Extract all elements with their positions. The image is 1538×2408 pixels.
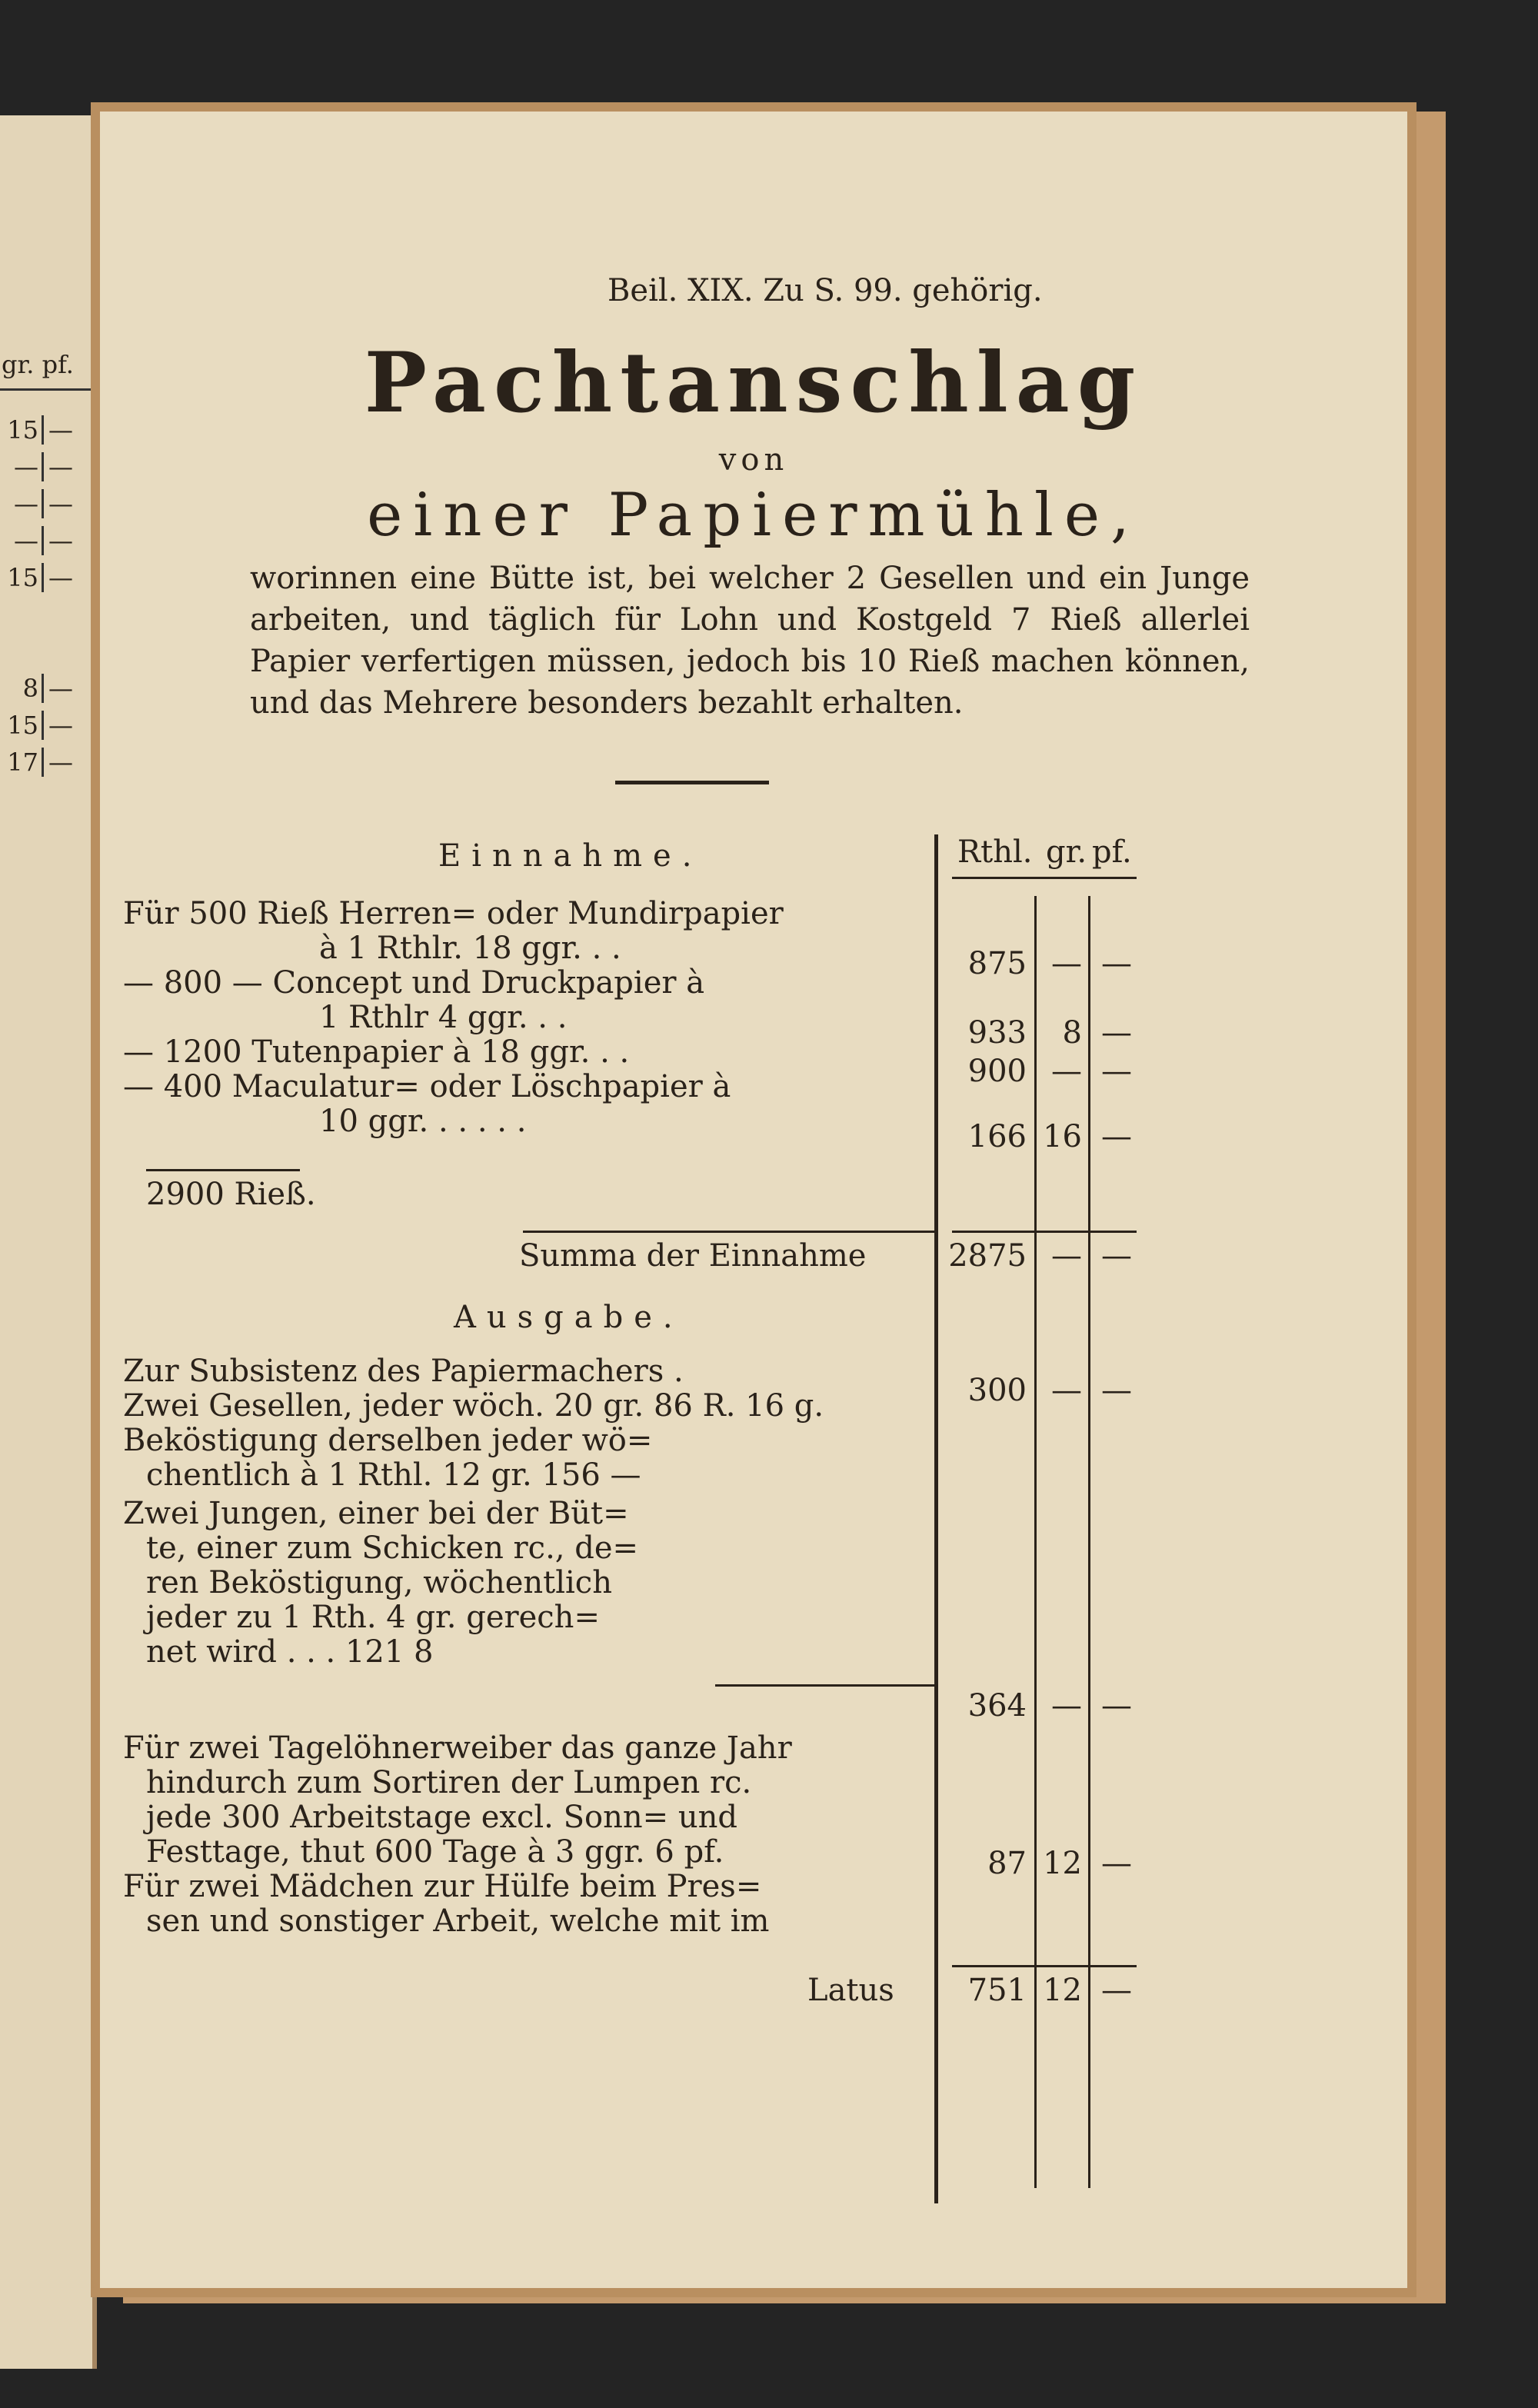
amount-rthl: 166 xyxy=(967,1119,1027,1154)
amount-pf: — xyxy=(1101,1015,1132,1051)
amount-pf: — xyxy=(1101,1119,1132,1154)
einnahme-line: — 800 — Concept und Druckpapier à xyxy=(123,965,705,1001)
einnahme-line: — 400 Maculatur= oder Löschpapier à xyxy=(123,1069,731,1104)
left-row-gr: 15 xyxy=(0,415,44,445)
left-row xyxy=(0,740,92,777)
einnahme-line: Für 500 Rieß Herren= oder Mundirpapier xyxy=(123,896,784,931)
amount-pf: — xyxy=(1101,1054,1132,1089)
left-row xyxy=(0,703,92,740)
col-head-rule xyxy=(952,877,1137,879)
ausgabe-line: Beköstigung derselben jeder wö= xyxy=(123,1423,653,1458)
left-row xyxy=(0,518,92,555)
left-row-gr: — xyxy=(0,489,44,518)
page-header: Beil. XIX. Zu S. 99. gehörig. xyxy=(608,273,1043,308)
amount-gr: — xyxy=(1051,1054,1082,1089)
left-col-head: gr. pf. xyxy=(2,350,74,379)
summa-pf: — xyxy=(1101,1238,1132,1274)
ausgabe-line: jeder zu 1 Rth. 4 gr. gerech= xyxy=(146,1600,600,1635)
amount-rthl: 87 xyxy=(987,1846,1027,1881)
col-rthl: Rthl. xyxy=(957,834,1033,870)
left-row xyxy=(0,408,92,445)
einnahme-total-riess: 2900 Rieß. xyxy=(146,1177,316,1212)
latus-label: Latus xyxy=(807,1973,894,2008)
ausgabe-line: Zwei Jungen, einer bei der Büt= xyxy=(123,1496,629,1531)
main-vertical-rule xyxy=(934,834,938,2203)
amount-rthl: 933 xyxy=(967,1015,1027,1051)
left-row-pf: — xyxy=(48,563,73,592)
latus-rthl: 751 xyxy=(967,1973,1027,2008)
amount-pf: — xyxy=(1101,1688,1132,1724)
left-row-pf: — xyxy=(48,748,73,777)
amount-gr: 12 xyxy=(1043,1846,1082,1881)
pf-vertical-rule xyxy=(1088,896,1090,2188)
ausgabe-line: Festtage, thut 600 Tage à 3 ggr. 6 pf. xyxy=(146,1834,724,1870)
ausgabe-line: Für zwei Tagelöhnerweiber das ganze Jahr xyxy=(123,1730,792,1766)
col-pf: pf. xyxy=(1092,834,1132,870)
left-rows xyxy=(0,408,92,777)
left-page-edge xyxy=(0,115,97,2369)
left-row xyxy=(0,445,92,481)
left-row-pf: — xyxy=(48,452,73,481)
col-gr: gr. xyxy=(1046,834,1087,870)
ausgabe-line: Zur Subsistenz des Papiermachers . xyxy=(123,1354,684,1389)
ausgabe-line: sen und sonstiger Arbeit, welche mit im xyxy=(146,1903,770,1939)
ausgabe-line: chentlich à 1 Rthl. 12 gr. 156 — xyxy=(146,1457,641,1493)
amount-pf: — xyxy=(1101,1373,1132,1408)
ausgabe-line: jede 300 Arbeitstage excl. Sonn= und xyxy=(146,1800,737,1835)
amount-gr: 16 xyxy=(1043,1119,1082,1154)
left-row-pf: — xyxy=(48,711,73,740)
ausgabe-line: ren Beköstigung, wöchentlich xyxy=(146,1565,612,1600)
subtotal-rule xyxy=(715,1684,934,1687)
summa-amount-rule xyxy=(952,1231,1137,1233)
ausgabe-heading: Ausgabe. xyxy=(454,1300,684,1335)
left-row-gr: 17 xyxy=(0,748,44,777)
einnahme-line: 1 Rthlr 4 ggr. . . xyxy=(319,1000,568,1035)
left-row-pf: — xyxy=(48,674,73,703)
sum-rule xyxy=(146,1169,300,1171)
left-row-pf: — xyxy=(48,489,73,518)
amount-gr: — xyxy=(1051,1373,1082,1408)
title-von: von xyxy=(718,442,789,478)
left-row xyxy=(0,592,92,629)
amount-gr: 8 xyxy=(1062,1015,1082,1051)
ausgabe-line: Zwei Gesellen, jeder wöch. 20 gr. 86 R. 16 g. xyxy=(123,1388,824,1424)
ausgabe-line: net wird . . . 121 8 xyxy=(146,1634,434,1670)
latus-pf: — xyxy=(1101,1973,1132,2008)
amount-pf: — xyxy=(1101,946,1132,981)
amount-rthl: 364 xyxy=(967,1688,1027,1724)
amount-rthl: 900 xyxy=(967,1054,1027,1089)
left-row-gr: — xyxy=(0,452,44,481)
left-rule xyxy=(0,388,92,391)
left-row xyxy=(0,666,92,703)
ausgabe-line: Für zwei Mädchen zur Hülfe beim Pres= xyxy=(123,1869,762,1904)
ausgabe-line: hindurch zum Sortiren der Lumpen rc. xyxy=(146,1765,752,1800)
document-page xyxy=(100,112,1407,2288)
left-row-pf: — xyxy=(48,415,73,445)
page-title: Pachtanschlag xyxy=(364,335,1144,431)
amount-rthl: 300 xyxy=(967,1373,1027,1408)
left-row-gr: — xyxy=(0,526,44,555)
einnahme-line: 10 ggr. . . . . . xyxy=(319,1104,527,1139)
page-subtitle: einer Papiermühle, xyxy=(367,481,1140,550)
einnahme-heading: Einnahme. xyxy=(438,838,703,874)
summa-rthl: 2875 xyxy=(948,1238,1027,1274)
left-row xyxy=(0,555,92,592)
divider xyxy=(615,781,769,784)
einnahme-line: — 1200 Tutenpapier à 18 ggr. . . xyxy=(123,1034,630,1070)
latus-gr: 12 xyxy=(1043,1973,1082,2008)
ausgabe-line: te, einer zum Schicken rc., de= xyxy=(146,1530,638,1566)
amount-gr: — xyxy=(1051,1688,1082,1724)
summa-rule xyxy=(523,1231,934,1233)
left-row-gr: 8 xyxy=(0,674,44,703)
einnahme-line: à 1 Rthlr. 18 ggr. . . xyxy=(319,931,621,966)
left-row-pf: — xyxy=(48,526,73,555)
left-row xyxy=(0,481,92,518)
left-row-gr: 15 xyxy=(0,711,44,740)
amount-rthl: 875 xyxy=(967,946,1027,981)
gr-vertical-rule xyxy=(1034,896,1037,2188)
summa-gr: — xyxy=(1051,1238,1082,1274)
amount-gr: — xyxy=(1051,946,1082,981)
description: worinnen eine Bütte ist, bei welcher 2 Gesellen und ein Junge arbeiten, und täglich für Lohn und Kostgeld 7 Rieß allerlei Papier verfertigen müssen, jedoch bis 10 Rieß machen können, und das Mehrere besonders bezahlt erhalten. xyxy=(250,561,1250,721)
latus-rule xyxy=(952,1965,1137,1967)
amount-pf: — xyxy=(1101,1846,1132,1881)
summa-label: Summa der Einnahme xyxy=(519,1238,867,1274)
left-row-gr: 15 xyxy=(0,563,44,592)
left-row xyxy=(0,629,92,666)
